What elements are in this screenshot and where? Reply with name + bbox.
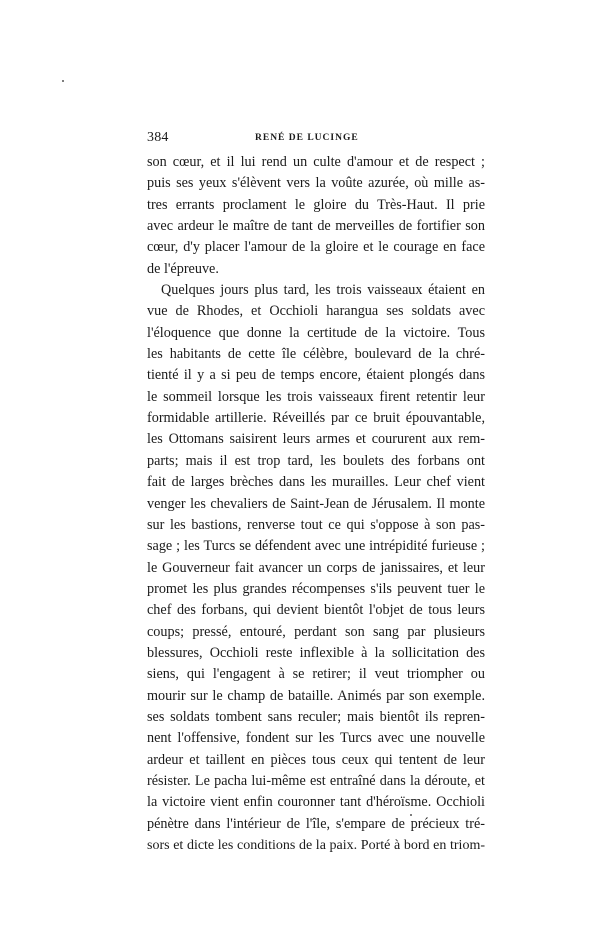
text-line: fait de larges brèches dans les murailles. Leur chef vient [147, 474, 485, 491]
text-line: chef des forbans, qui devient bientôt l'objet de tous leurs [147, 602, 485, 619]
body-text [147, 152, 485, 856]
text-line: de l'épreuve. [147, 260, 219, 277]
text-line: tres errants proclament le gloire du Très-Haut. Il prie [147, 196, 485, 213]
text-line: le Gouverneur fait avancer un corps de janissaires, et leur [147, 559, 485, 576]
text-line: les habitants de cette île célèbre, boulevard de la chré- [147, 346, 485, 363]
text-line: vue de Rhodes, et Occhioli harangua ses soldats avec [147, 303, 485, 320]
text-line: promet les plus grandes récompenses s'ils peuvent tuer le [147, 580, 485, 597]
text-line: son cœur, et il lui rend un culte d'amour et de respect ; [147, 154, 485, 170]
text-line: résister. Le pacha lui-même est entraîné dans la déroute, et [147, 772, 485, 789]
text-line: Quelques jours plus tard, les trois vaisseaux étaient en [161, 282, 485, 299]
text-line: avec ardeur le maître de tant de merveilles de fortifier son [147, 218, 485, 235]
text-line: les Ottomans saisirent leurs armes et coururent aux rem- [147, 431, 485, 448]
text-line: ardeur et taillent en pièces tous ceux qui tentent de leur [147, 751, 485, 768]
text-line: sors et dicte les conditions de la paix. Porté à bord en triom- [147, 838, 485, 853]
text-line: ses soldats tombent sans reculer; mais bientôt ils repren- [147, 708, 485, 725]
scan-speck [62, 80, 64, 82]
text-line: blessures, Occhioli reste inflexible à la sollicitation des [147, 644, 485, 661]
text-line: venger les chevaliers de Saint-Jean de Jérusalem. Il monte [147, 495, 485, 512]
text-line: mourir sur le champ de bataille. Animés par son exemple. [147, 687, 485, 704]
scan-speck [410, 814, 412, 816]
running-head: RENÉ DE LUCINGE [255, 133, 359, 143]
text-line: siens, qui l'engagent à se retirer; il veut triompher ou [147, 666, 485, 683]
text-line: sur les bastions, renverse tout ce qui s'oppose à son pas- [147, 516, 485, 533]
page-header [147, 130, 487, 148]
text-line: tienté il y a si peu de temps encore, étaient plongés dans [147, 367, 485, 384]
text-line: coups; pressé, entouré, perdant son sang par plusieurs [147, 623, 485, 640]
text-line: pénètre dans l'intérieur de l'île, s'empare de précieux tré- [147, 815, 485, 832]
text-line: sage ; les Turcs se défendent avec une intrépidité furieuse ; [147, 538, 485, 555]
text-line: le sommeil lorsque les trois vaisseaux firent retentir leur [147, 388, 485, 405]
text-line: formidable artillerie. Réveillés par ce bruit épouvantable, [147, 410, 485, 427]
text-line: puis ses yeux s'élèvent vers la voûte azurée, où mille as- [147, 175, 485, 192]
text-line: l'éloquence que donne la certitude de la victoire. Tous [147, 324, 485, 341]
text-line: la victoire vient enfin couronner tant d'héroïsme. Occhioli [147, 794, 485, 811]
text-line: nent l'offensive, fondent sur les Turcs avec une nouvelle [147, 730, 485, 747]
text-line: parts; mais il est trop tard, les boulets des forbans ont [147, 452, 485, 469]
text-line: cœur, d'y placer l'amour de la gloire et le courage en face [147, 239, 485, 256]
page-number: 384 [147, 130, 169, 145]
